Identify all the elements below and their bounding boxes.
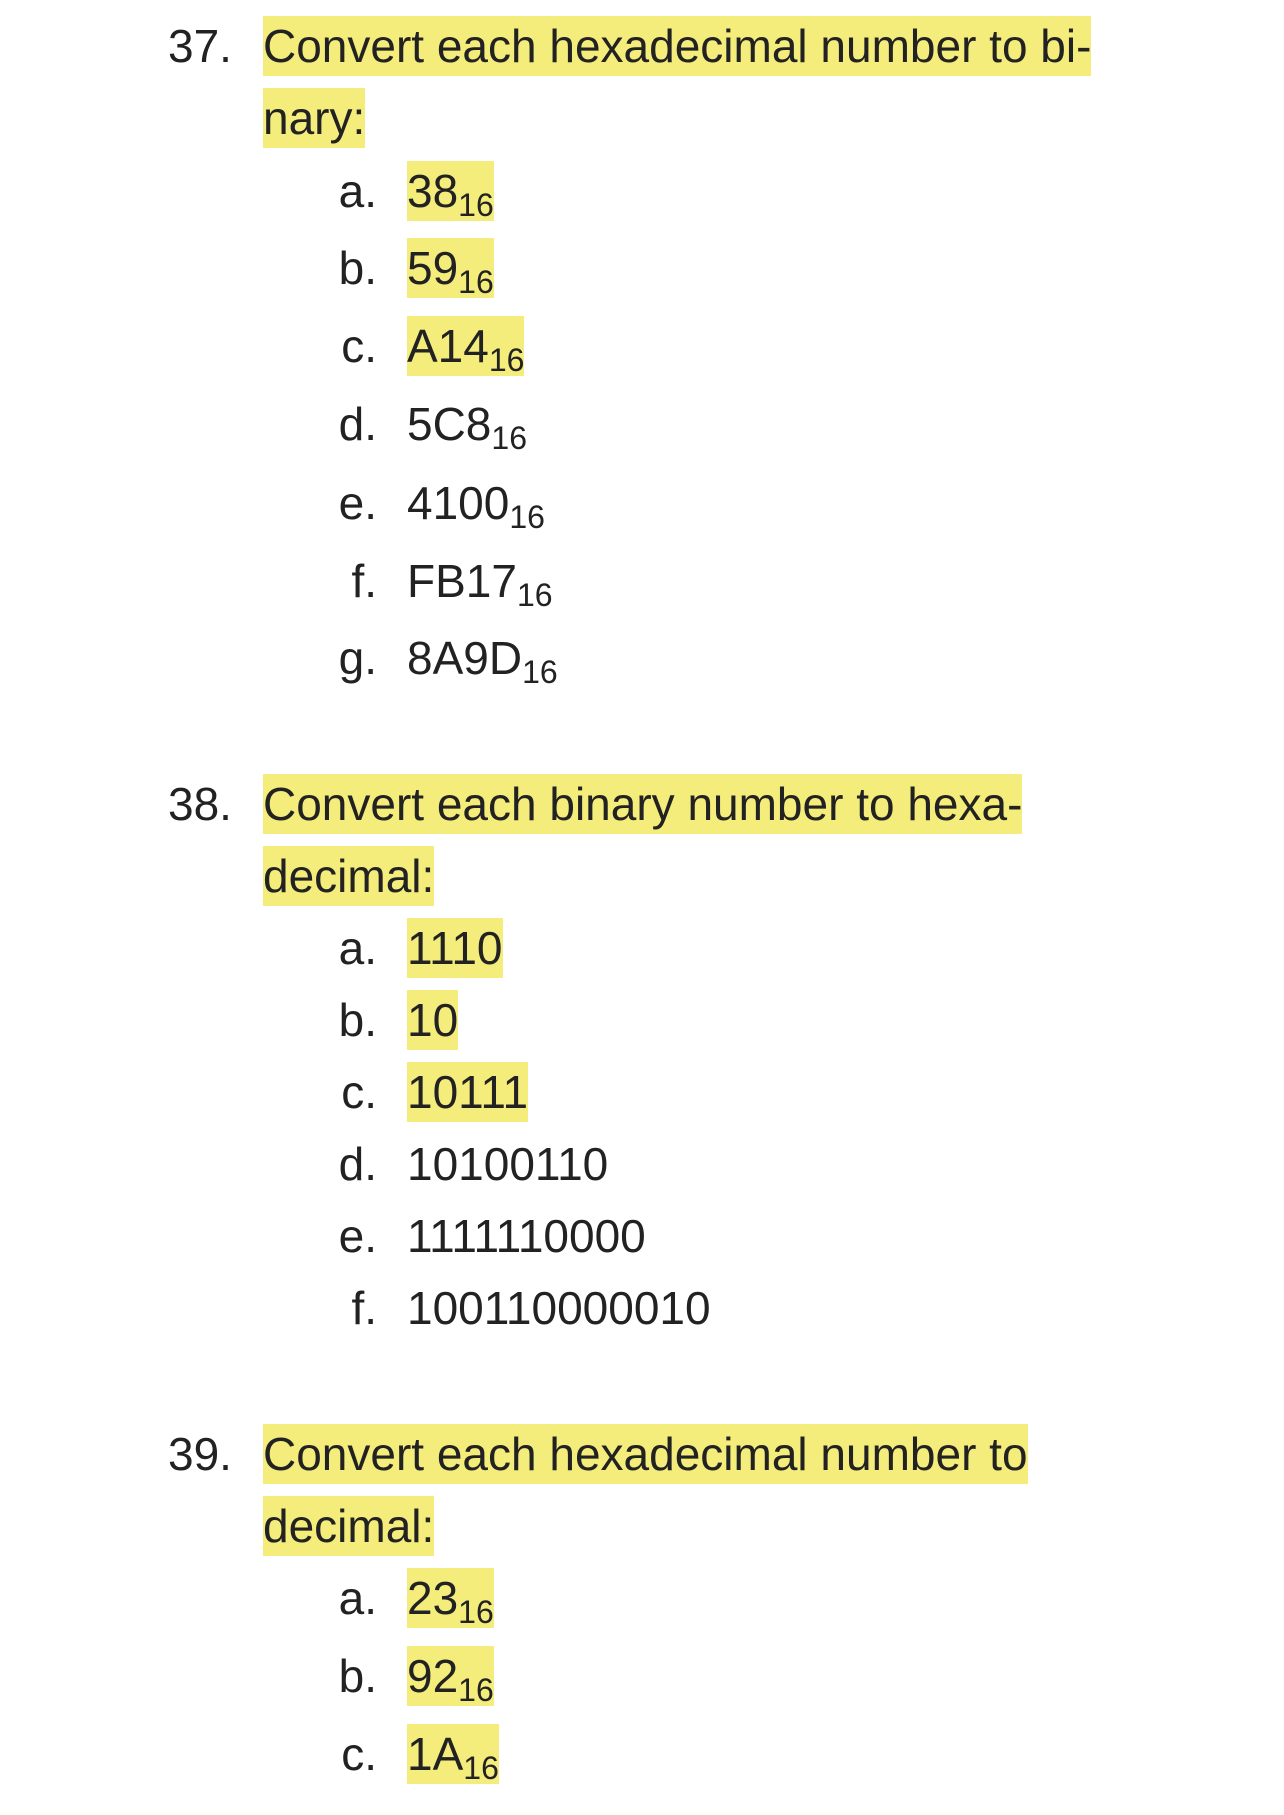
item-value: [407, 1568, 494, 1628]
list-item: [0, 1646, 1284, 1706]
item-value: [407, 1646, 494, 1706]
base-subscript: 16: [463, 1749, 499, 1786]
item-value: [407, 1062, 528, 1122]
value-text: 4100: [407, 477, 510, 529]
list-item: [0, 1062, 1284, 1122]
base-subscript: 16: [488, 341, 525, 378]
question-text-line1: Convert each binary number to hexa-: [263, 774, 1022, 834]
question-text-line2: nary:: [263, 88, 365, 148]
base-subscript: 16: [491, 419, 527, 456]
value-text: 92: [407, 1650, 459, 1702]
list-item: [0, 1568, 1284, 1628]
item-letter: a.: [338, 1572, 377, 1624]
question-number: 38.: [168, 778, 232, 830]
base-subscript: 16: [509, 498, 545, 535]
item-value: [407, 316, 524, 376]
question-text-line2: decimal:: [263, 846, 434, 906]
base-subscript: 16: [516, 576, 553, 613]
item-letter: a.: [338, 165, 377, 217]
item-value: [407, 628, 558, 688]
item-value: [407, 1278, 711, 1338]
value-text: FB17: [407, 555, 517, 607]
item-value: [407, 1134, 608, 1194]
list-item: [0, 161, 1284, 221]
item-value: [407, 238, 494, 298]
question-text-line1: Convert each hexadecimal number to bi-: [263, 16, 1091, 76]
item-letter: c.: [341, 1066, 377, 1118]
item-letter: c.: [341, 1728, 377, 1780]
item-letter: b.: [338, 242, 377, 294]
base-subscript: 16: [458, 1671, 494, 1708]
list-item: [0, 1206, 1284, 1266]
list-item: [0, 1134, 1284, 1194]
item-value: [407, 551, 553, 611]
item-letter: b.: [338, 1650, 377, 1702]
list-item: [0, 1278, 1284, 1338]
item-value: [407, 1206, 646, 1266]
value-text: 10: [407, 994, 459, 1046]
item-letter: f.: [351, 555, 377, 607]
list-item: [0, 473, 1284, 533]
value-text: 1A: [407, 1728, 464, 1780]
item-value: [407, 473, 545, 533]
list-item: [0, 918, 1284, 978]
value-text: A14: [407, 320, 489, 372]
item-letter: e.: [338, 1210, 377, 1262]
base-subscript: 16: [522, 653, 558, 690]
question-number: 39.: [168, 1428, 232, 1480]
list-item: [0, 238, 1284, 298]
item-letter: f.: [351, 1282, 377, 1334]
list-item: [0, 990, 1284, 1050]
list-item: [0, 316, 1284, 376]
value-text: 23: [407, 1572, 459, 1624]
item-letter: a.: [338, 922, 377, 974]
item-letter: b.: [338, 994, 377, 1046]
value-text: 38: [407, 165, 459, 217]
item-letter: e.: [338, 477, 377, 529]
base-subscript: 16: [458, 1593, 494, 1630]
question-number: 37.: [168, 20, 232, 72]
item-value: [407, 918, 503, 978]
value-text: 1110: [407, 922, 503, 974]
value-text: 5C8: [407, 398, 492, 450]
item-value: [407, 394, 527, 454]
item-letter: d.: [338, 398, 377, 450]
value-text: 10100110: [407, 1138, 609, 1190]
value-text: 59: [407, 242, 459, 294]
question-text-line1: Convert each hexadecimal number to: [263, 1424, 1028, 1484]
item-value: [407, 161, 494, 221]
item-value: [407, 990, 458, 1050]
base-subscript: 16: [458, 186, 494, 223]
question-text-line2: decimal:: [263, 1496, 434, 1556]
list-item: [0, 394, 1284, 454]
value-text: 8A9D: [407, 632, 523, 684]
list-item: [0, 551, 1284, 611]
item-letter: g.: [338, 632, 377, 684]
item-value: [407, 1724, 499, 1784]
value-text: 100110000010: [407, 1282, 711, 1334]
item-letter: c.: [341, 320, 377, 372]
list-item: [0, 628, 1284, 688]
item-letter: d.: [338, 1138, 377, 1190]
value-text: 10111: [407, 1066, 529, 1118]
base-subscript: 16: [458, 263, 494, 300]
list-item: [0, 1724, 1284, 1784]
value-text: 1111110000: [407, 1210, 646, 1262]
